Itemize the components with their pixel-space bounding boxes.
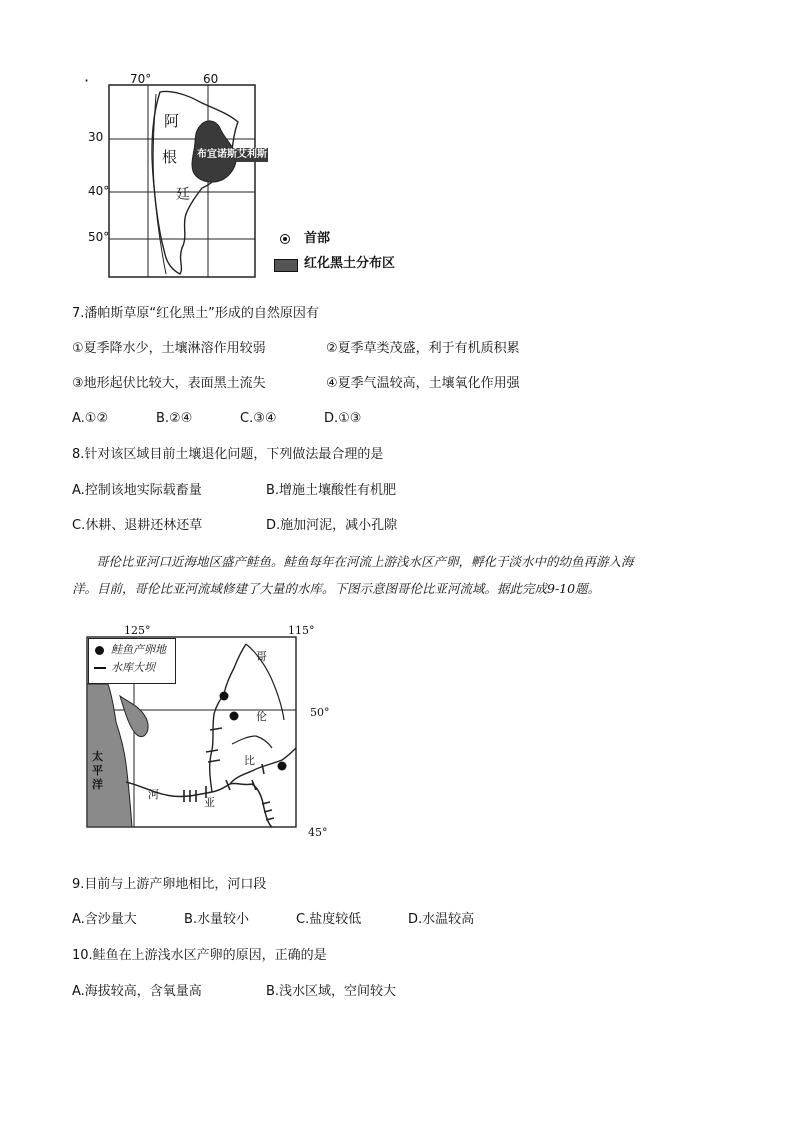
river-char-2: 伦 (256, 710, 267, 723)
q7-choice-b: B.②④ (156, 411, 193, 426)
lon-label-70: 70° (130, 72, 152, 86)
capital-label: 布宜诺斯艾利斯 (197, 149, 267, 160)
tributary-1 (210, 694, 224, 792)
river-char-1: 哥 (256, 650, 267, 663)
q10-choice-b: B.浅水区域，空间较大 (266, 984, 397, 999)
lat-label-30: 30 (88, 130, 104, 144)
lat-label-50: 50° (88, 230, 110, 244)
passage-line-1: 哥伦比亚河口近海地区盛产鲑鱼。鲑鱼每年在河流上游浅水区产卵，孵化于淡水中的幼鱼再游入海 (96, 554, 634, 569)
q8-stem: 8.针对该区域目前土壤退化问题，下列做法最合理的是 (72, 447, 384, 462)
argentina-map (70, 66, 430, 286)
q7-option-1: ①夏季降水少，土壤淋溶作用较弱 (72, 341, 266, 356)
spawn-site-2 (230, 712, 239, 721)
columbia-river-map (84, 624, 344, 846)
lon-label-60: 60 (203, 72, 219, 86)
capital-icon (280, 234, 290, 244)
lat-label-50: 50° (310, 706, 330, 719)
ocean-char-1: 太 (92, 750, 103, 763)
q7-option-2: ②夏季草类茂盛，利于有机质积累 (326, 341, 520, 356)
q7-choice-a: A.①② (72, 411, 109, 426)
tributary-4 (232, 736, 272, 748)
lon-label-125: 125° (124, 624, 151, 637)
spawn-legend-icon (95, 646, 104, 655)
river-char-3: 比 (244, 754, 255, 767)
map2-legend (88, 638, 176, 684)
river-char-4: 亚 (204, 796, 215, 809)
q9-stem: 9.目前与上游产卵地相比，河口段 (72, 877, 267, 892)
legend-dam-label: 水库大坝 (111, 661, 155, 674)
dam-legend-icon (94, 667, 106, 669)
q8-choice-c: C.休耕、退耕还林还草 (72, 518, 203, 533)
spawn-site-3 (278, 762, 287, 771)
legend-area-label: 红化黑土分布区 (304, 256, 396, 271)
spawn-site-1 (220, 692, 229, 701)
q8-choice-a: A.控制该地实际载畜量 (72, 483, 202, 498)
q9-choice-b: B.水量较小 (184, 912, 250, 927)
q7-stem: 7.潘帕斯草原“红化黑土”形成的自然原因有 (72, 306, 319, 321)
lat-label-45: 45° (308, 826, 328, 839)
ocean-char-2: 平 (92, 764, 103, 777)
q7-option-3: ③地形起伏比较大，表面黑土流失 (72, 376, 266, 391)
soil-area-legend-swatch (274, 259, 298, 272)
q10-stem: 10.鲑鱼在上游浅水区产卵的原因，正确的是 (72, 948, 327, 963)
ocean-char-3: 洋 (92, 778, 103, 791)
river-char-5: 河 (148, 788, 159, 801)
q9-choice-a: A.含沙量大 (72, 912, 137, 927)
q8-choice-b: B.增施土壤酸性有机肥 (266, 483, 397, 498)
q9-choice-d: D.水温较高 (408, 912, 475, 927)
q8-choice-d: D.施加河泥，减小孔隙 (266, 518, 398, 533)
lon-label-115: 115° (288, 624, 315, 637)
lat-label-40: 40° (88, 184, 110, 198)
legend-spawn-label: 鲑鱼产卵地 (111, 643, 166, 656)
country-char-3: 廷 (176, 187, 190, 203)
country-char-1: 阿 (164, 112, 180, 130)
country-char-2: 根 (162, 148, 178, 166)
q7-option-4: ④夏季气温较高，土壤氧化作用强 (326, 376, 520, 391)
q9-choice-c: C.盐度较低 (296, 912, 362, 927)
argentina-map-drawing (108, 84, 258, 280)
tributary-3 (224, 644, 246, 694)
legend-capital-label: 首部 (304, 231, 331, 246)
map1-dot: · (84, 71, 90, 90)
q7-choice-c: C.③④ (240, 411, 277, 426)
passage-line-2: 洋。目前，哥伦比亚河流域修建了大量的水库。下图示意图哥伦比亚河流域。据此完成9-10题。 (72, 581, 601, 596)
q7-choice-d: D.①③ (324, 411, 362, 426)
q10-choice-a: A.海拔较高，含氧量高 (72, 984, 202, 999)
